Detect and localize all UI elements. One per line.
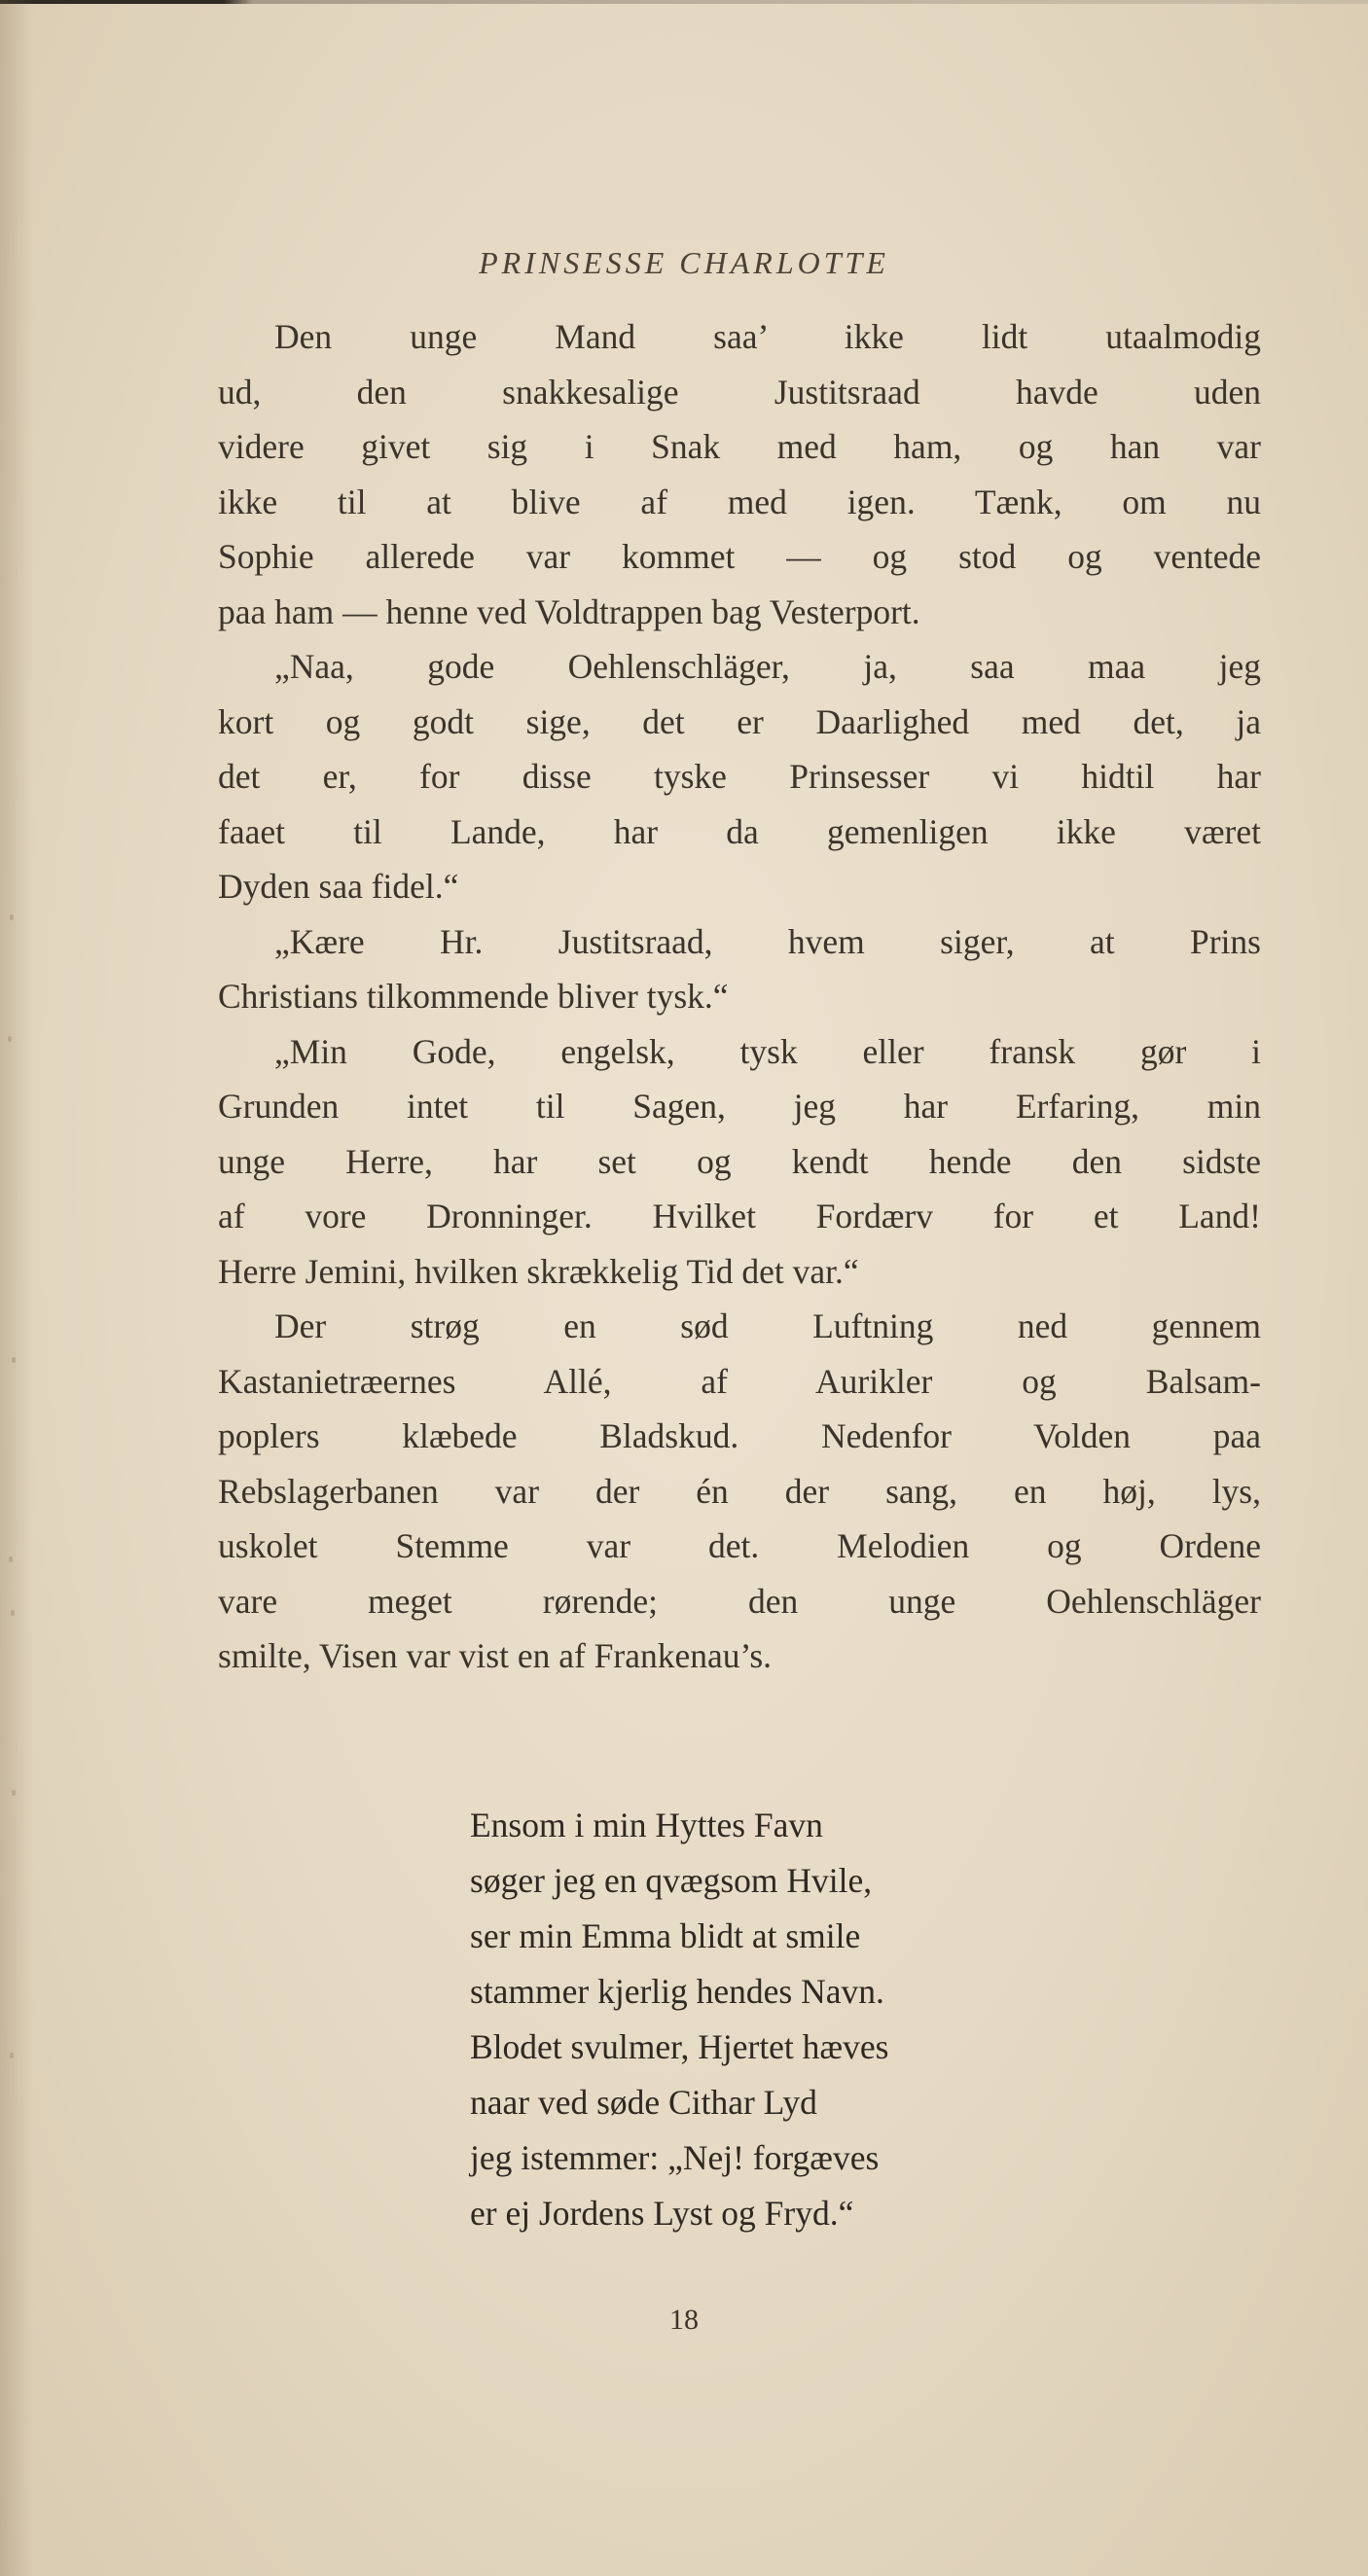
text-line: „Naa, gode Oehlenschläger, ja, saa maa jeg: [274, 647, 1261, 686]
text-line: uskolet Stemme var det. Melodien og Ordene: [218, 1526, 1261, 1565]
text-line: det er, for disse tyske Prinsesser vi hidtil har: [218, 757, 1261, 796]
paragraph: [218, 1024, 1261, 1300]
verse-line: søger jeg en qvægsom Hvile,: [470, 1861, 873, 1900]
paragraph: [218, 1299, 1261, 1684]
text-line: ud, den snakkesalige Justitsraad havde uden: [218, 372, 1261, 411]
text-line: „Min Gode, engelsk, tysk eller fransk gør i: [274, 1031, 1261, 1071]
text-line: Dyden saa fidel.“: [218, 867, 459, 906]
text-line: faaet til Lande, har da gemenligen ikke været: [218, 811, 1261, 851]
text-line: Den unge Mand saa’ ikke lidt utaalmodig: [274, 317, 1261, 356]
verse-line: naar ved søde Cithar Lyd: [470, 2083, 817, 2122]
text-line: videre givet sig i Snak med ham, og han var: [218, 427, 1261, 466]
text-line: paa ham — henne ved Voldtrappen bag Vesterport.: [218, 591, 920, 631]
text-line: Sophie allerede var kommet — og stod og ventede: [218, 537, 1261, 576]
running-head: PRINSESSE CHARLOTTE: [479, 245, 889, 280]
text-line: Der strøg en sød Luftning ned gennem: [274, 1306, 1261, 1345]
paragraph: [218, 309, 1261, 639]
text-line: ikke til at blive af med igen. Tænk, om nu: [218, 482, 1261, 521]
verse-stanza: [470, 1798, 1209, 2241]
text-line: „Kære Hr. Justitsraad, hvem siger, at Prins: [274, 921, 1261, 961]
paragraph: [218, 914, 1261, 1024]
text-line: Herre Jemini, hvilken skrækkelig Tid det var.“: [218, 1251, 859, 1291]
text-line: Christians tilkommende bliver tysk.“: [218, 977, 729, 1016]
text-line: Rebslagerbanen var der én der sang, en høj, lys,: [218, 1471, 1261, 1511]
verse-line: Ensom i min Hyttes Favn: [470, 1806, 823, 1844]
paragraph: [218, 639, 1261, 914]
verse-line: er ej Jordens Lyst og Fryd.“: [470, 2194, 854, 2233]
text-line: Grunden intet til Sagen, jeg har Erfaring, min: [218, 1087, 1261, 1126]
verse-line: Blodet svulmer, Hjertet hæves: [470, 2027, 889, 2066]
text-line: Kastanietræernes Allé, af Aurikler og Balsam-: [218, 1361, 1261, 1401]
verse-line: ser min Emma blidt at smile: [470, 1916, 861, 1955]
text-line: af vore Dronninger. Hvilket Fordærv for et Land!: [218, 1197, 1261, 1235]
text-line: unge Herre, har set og kendt hende den sidste: [218, 1141, 1261, 1181]
prose-body: [218, 309, 1261, 1684]
text-line: poplers klæbede Bladskud. Nedenfor Volden paa: [218, 1416, 1261, 1455]
verse-line: jeg istemmer: „Nej! forgæves: [470, 2138, 880, 2177]
text-line: smilte, Visen var vist en af Frankenau’s.: [218, 1636, 773, 1675]
text-line: kort og godt sige, det er Daarlighed med det, ja: [218, 701, 1261, 741]
page-top-edge: [0, 0, 1368, 4]
spine-shadow: [0, 0, 33, 2576]
page-number: 18: [669, 2304, 699, 2336]
text-line: vare meget rørende; den unge Oehlenschläger: [218, 1581, 1261, 1621]
verse-line: stammer kjerlig hendes Navn.: [470, 1972, 884, 2011]
